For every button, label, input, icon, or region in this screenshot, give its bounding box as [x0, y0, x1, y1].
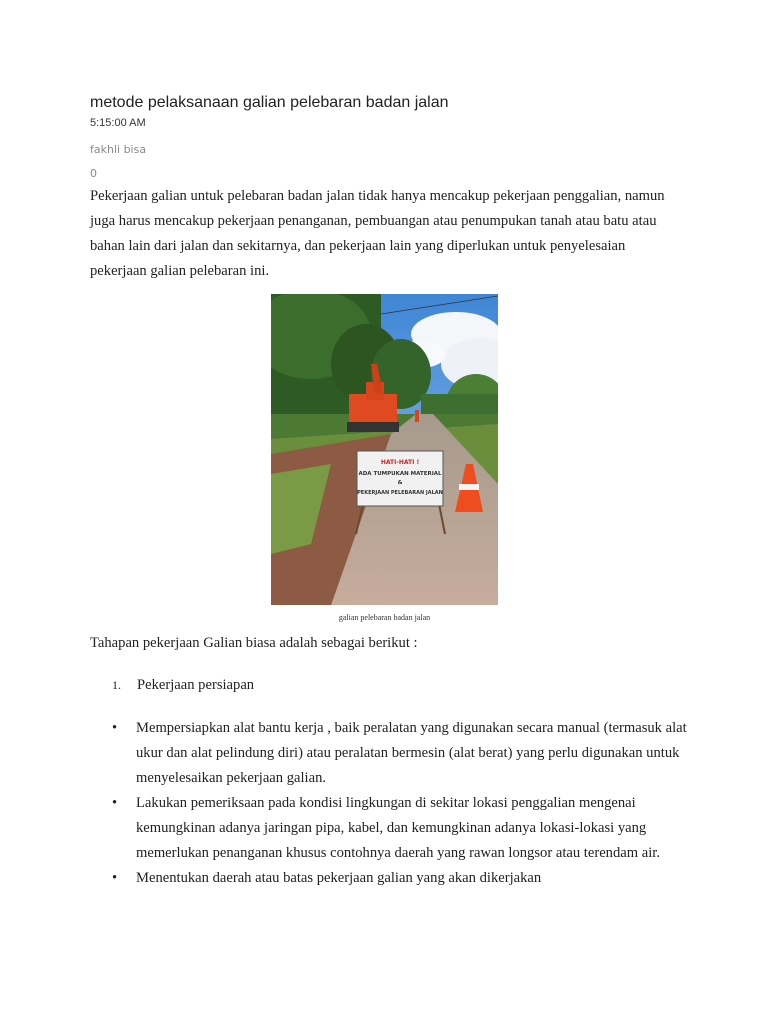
bullet-text: Menentukan daerah atau batas pekerjaan galian yang akan dikerjakan: [136, 870, 542, 886]
bullet-icon: •: [112, 795, 118, 811]
post-time: 5:15:00 AM: [90, 117, 146, 129]
preparation-bullet-list: [90, 716, 690, 891]
bullet-item: [90, 791, 690, 866]
sign-line-2: ADA TUMPUKAN MATERIAL: [358, 471, 442, 477]
ordered-list-text: Pekerjaan persiapan: [137, 677, 255, 693]
bullet-item: [90, 866, 690, 891]
bullet-text: Lakukan pemeriksaan pada kondisi lingkungan di sekitar lokasi penggalian mengenai kemungkinan adanya jaringan pipa, kabel, dan kemungkinan adanya lokasi-lokasi yang memerlukan penanganan khusus contohnya daerah yang rawan longsor atau terendam air.: [136, 795, 660, 861]
bullet-icon: •: [112, 870, 118, 886]
post-author[interactable]: fakhli bisa: [90, 143, 147, 156]
sign-line-4: PEKERJAAN PELEBARAN JALAN: [357, 490, 443, 496]
figure-caption: galian pelebaran badan jalan: [338, 613, 431, 622]
intro-paragraph: Pekerjaan galian untuk pelebaran badan jalan tidak hanya mencakup pekerjaan penggalian, namun juga harus mencakup pekerjaan penanganan, pembuangan atau penumpukan tanah atau batu atau bahan lain dari jalan dan sekitarnya, dan pekerjaan lain yang diperlukan untuk penyelesaian pekerjaan galian pelebaran ini.: [90, 188, 665, 279]
steps-heading: Tahapan pekerjaan Galian biasa adalah sebagai berikut :: [90, 635, 418, 651]
ordered-list-number: 1.: [112, 678, 121, 692]
bullet-item: [90, 716, 690, 791]
bullet-text: Mempersiapkan alat bantu kerja , baik peralatan yang digunakan secara manual (termasuk alat ukur dan alat pelindung diri) atau peralatan bermesin (alat berat) yang perlu digunakan untuk menyelesaikan pekerjaan galian.: [136, 720, 687, 786]
sign-line-1: HATI-HATI !: [380, 459, 420, 466]
sign-line-3: &: [397, 480, 403, 486]
post-title[interactable]: metode pelaksanaan galian pelebaran badan jalan: [90, 94, 449, 111]
bullet-icon: •: [112, 720, 118, 736]
comment-count[interactable]: 0: [90, 167, 97, 180]
road-widening-photo: [271, 294, 498, 605]
